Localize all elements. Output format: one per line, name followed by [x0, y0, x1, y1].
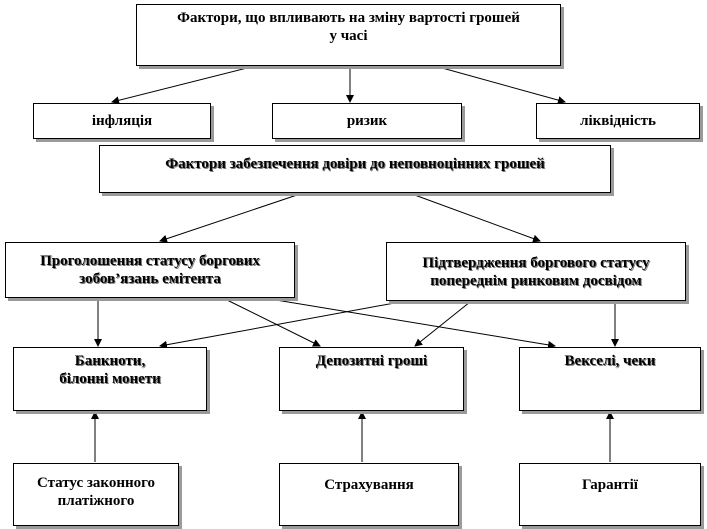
- node-legal-status-label: Статус законного платіжного: [36, 475, 156, 509]
- node-banknotes-label: Банкноти, білонні монети: [59, 353, 161, 387]
- arrow-announce-deposit: [225, 299, 320, 346]
- node-liquidity: [536, 103, 700, 139]
- node-insurance-label: Страхування: [324, 477, 414, 493]
- arrow-trust-announce: [160, 194, 300, 241]
- arrow-announce-bills: [270, 299, 555, 346]
- arrow-trust-confirm: [412, 194, 540, 241]
- node-bills-label: Векселі, чеки: [564, 353, 656, 369]
- node-legal-status: [13, 463, 179, 526]
- node-guarantees: [519, 463, 701, 526]
- arrow-root-inflation: [112, 66, 255, 102]
- node-risk-label: ризик: [346, 113, 388, 129]
- node-inflation: [33, 103, 211, 139]
- node-confirm-label: Підтвердження боргового статусу попереднім ринковим досвідом: [422, 254, 650, 289]
- node-risk: [272, 103, 462, 139]
- node-guarantees-label: Гарантії: [582, 477, 638, 493]
- node-deposit-label: Депозитні гроші: [315, 353, 428, 369]
- node-liquidity-label: ліквідність: [580, 113, 656, 129]
- node-trust-label: Фактори забезпечення довіри до неповноцінних грошей: [165, 156, 545, 172]
- node-announce: [5, 242, 295, 298]
- arrow-confirm-banknotes: [160, 302, 400, 346]
- node-root-label: Фактори, що впливають на зміну вартості грошей у часі: [177, 10, 520, 44]
- arrow-root-liquidity: [435, 66, 565, 102]
- node-insurance: [279, 463, 459, 526]
- node-confirm: [386, 242, 686, 301]
- node-banknotes: [13, 347, 207, 411]
- node-announce-label: Проголошення статусу боргових зобов’язань емітента: [40, 253, 260, 287]
- node-deposit: [279, 347, 464, 411]
- node-trust: [99, 145, 611, 193]
- node-bills: [519, 347, 701, 411]
- node-inflation-label: інфляція: [91, 113, 153, 129]
- node-root: [136, 4, 561, 66]
